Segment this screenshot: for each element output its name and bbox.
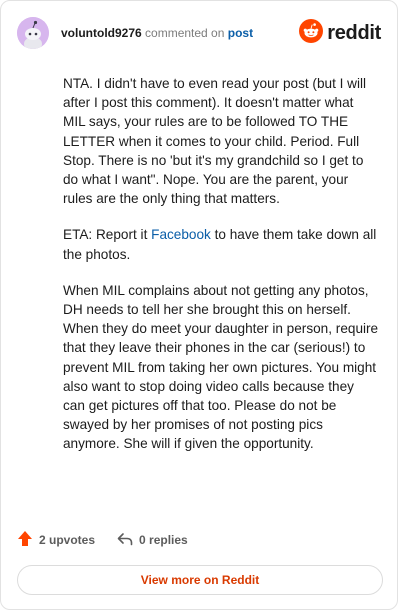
snoo-avatar-icon[interactable]	[17, 17, 49, 49]
reddit-logo[interactable]	[299, 19, 381, 48]
post-link[interactable]: post	[227, 26, 254, 40]
comment-paragraph-3: When MIL complains about not getting any photos, DH needs to tell her she brought this on herself. When they do meet your daughter in person, require that they leave their phones in the car (serious!) to prevent MIL from taking her own pictures. You might also want to stop doing video calls because they can get pictures off that too. Please do not be swayed by her promises of not posting pics anymore. She will if given the opportunity.	[63, 282, 379, 452]
comment-paragraph-2	[63, 225, 379, 263]
reddit-wordmark: reddit	[327, 22, 381, 44]
reply-button[interactable]	[117, 532, 188, 549]
comment-paragraph-2-start: ETA: Report it	[63, 227, 152, 243]
reply-count: 0 replies	[139, 533, 188, 547]
username-link[interactable]: voluntold9276	[61, 26, 142, 40]
comment-actions	[17, 529, 210, 551]
comment-body	[63, 74, 379, 471]
upvote-button[interactable]	[17, 530, 95, 550]
upvote-arrow-icon	[17, 530, 33, 550]
comment-meta	[61, 26, 253, 40]
reply-arrow-icon	[117, 532, 133, 549]
upvote-count: 2 upvotes	[39, 533, 96, 547]
facebook-link[interactable]: Facebook	[151, 227, 211, 243]
commented-on-text: commented on	[145, 26, 225, 40]
view-more-button[interactable]: View more on Reddit	[17, 565, 383, 595]
reddit-logo-icon	[299, 19, 323, 48]
comment-paragraph-1: NTA. I didn't have to even read your post (but I will after I post this comment). It doesn't matter what MIL says, your rules are to be followed TO THE LETTER when it comes to your child. Period. Full Stop. There is no 'but it's my grandchild so I get to do what I want". Nope. You are the parent, your rules are the only thing that matters.	[63, 76, 367, 207]
comment-header	[17, 17, 381, 53]
comment-paragraph-2-end: to have them take down all the photos.	[63, 227, 377, 262]
